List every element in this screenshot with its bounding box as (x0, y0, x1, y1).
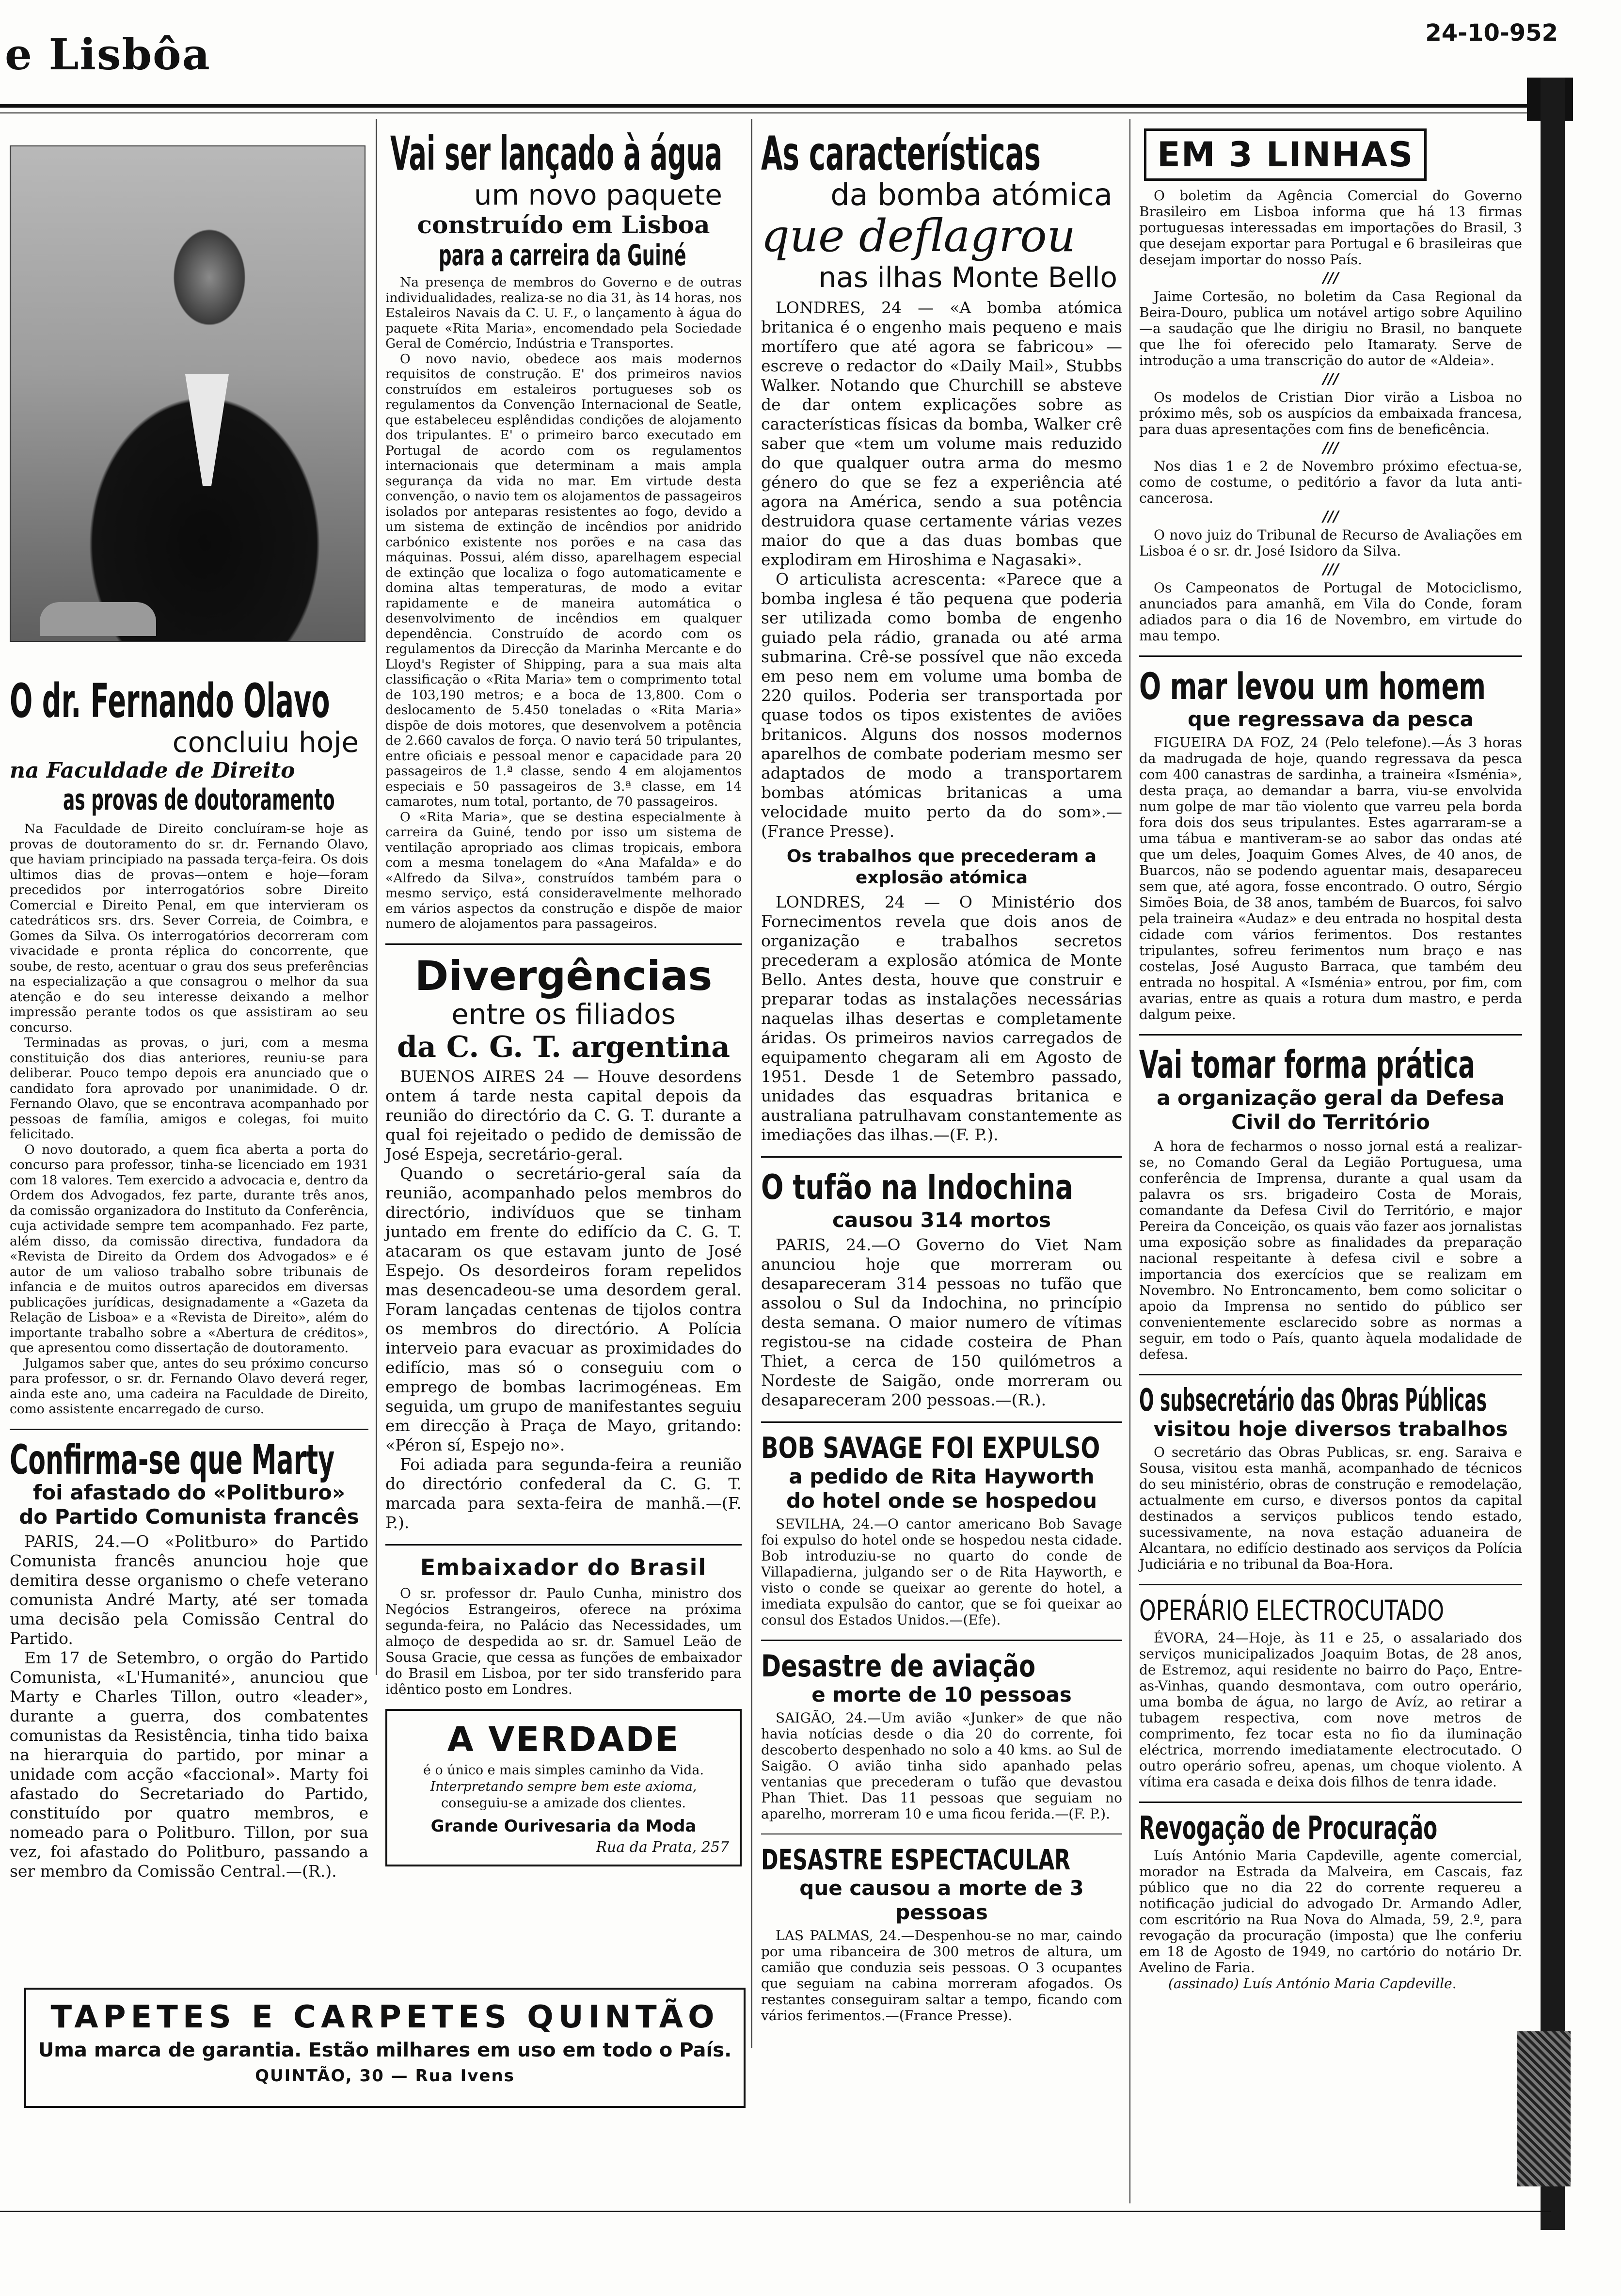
bomba-article-body-2 (761, 893, 1122, 1145)
portrait-photo (10, 145, 366, 642)
portrait-hand (40, 602, 156, 636)
divider (385, 1544, 742, 1546)
divider (761, 1156, 1122, 1158)
em3-item: O boletim da Agência Comercial do Governo Brasileiro em Lisboa informa que há 13 firmas portuguesas interessadas em importações do Brasil, 3 que desejam exportar para Portugal e 6 brasileiras que desejam importar do nosso País. (1139, 188, 1522, 268)
divider (761, 1421, 1122, 1423)
paquete-paragraph: O «Rita Maria», que se destina especialmente à carreira da Guiné, tendo por isso um sistema de ventilação apropriado aos climas tropicais, embora com a mesma tonelagem do «Ana Mafalda» e do «Alfredo da Silva», construídos também para o mesmo serviço, está consideravelmente melhorado em vários aspectos da construção e dispõe de maior numero de alojamentos para passageiros. (385, 809, 742, 931)
olavo-sub3: as provas de doutoramento (63, 783, 335, 817)
divergencias-sub1: entre os filiados (451, 997, 676, 1031)
column-rule-1 (376, 119, 377, 1675)
obras-headline: O subsecretário das Obras Públicas (1139, 1383, 1487, 1419)
embaixador-headline: Embaixador do Brasil (420, 1554, 707, 1580)
marty-sub2: do Partido Comunista francês (19, 1504, 359, 1529)
tufao-article-body (761, 1235, 1122, 1410)
marty-sub1: foi afastado do «Politburo» (33, 1480, 345, 1504)
aviacao-article-body (761, 1710, 1122, 1822)
olavo-paragraph: Terminadas as provas, o juri, com a mesma constituição dos dias anteriores, reuniu-se para deliberar. Pouco tempo depois era anunciado que o candidato fora aprovado por unanimidade. O dr. Fernando Olavo, que se encontrava acompanhado por pessoas de família, amigos e colegas, foi muito felicitado. (10, 1035, 368, 1142)
procuracao-paragraph: Luís António Maria Capdeville, agente comercial, morador na Estrada da Malveira, em Cascais, faz público que no dia 22 do corrente requereu a notificação judicial do advogado Dr. Armando Adler, com escritório na Rua Nova do Almada, 59, 2.º, para revogação da procuração (imposta) que lhe conferiu em 18 de Agosto de 1949, no cartório do notário Dr. Avelino de Faria. (1139, 1848, 1522, 1976)
column-rule-3 (1129, 119, 1130, 2203)
column-4 (1139, 128, 1522, 2203)
embaixador-article-body (385, 1585, 742, 1697)
obras-article-body (1139, 1444, 1522, 1572)
marty-headline: Confirma-se que Marty (10, 1435, 335, 1483)
savage-paragraph: SEVILHA, 24.—O cantor americano Bob Savage foi expulso do hotel onde se hospedou nesta cidade. Bob introduziu-se no quarto do conde de Villapadierna, julgando ser o de Rita Hayworth, e visto o conde se queixar ao gerente do hotel, a imediata expulsão do cantor, que se foi queixar ao consul dos Estados Unidos.—(Efe). (761, 1516, 1122, 1628)
divider (761, 1640, 1122, 1641)
mar-paragraph: FIGUEIRA DA FOZ, 24 (Pelo telefone).—Ás 3 horas da madrugada de hoje, quando regressava da pesca com 400 canastras de sardinha, a traineira «Isménia», desta praça, ao demandar a barra, viu-se envolvida num golpe de mar tão violento que varreu pela borda fora dois dos seus tripulantes. Estes agarraram-se a uma tábua e mantiveram-se ao sabor das ondas até que um deles, Joaquim Gomes Alves, de 40 anos, de Buarcos, não se podendo aguentar mais, desapareceu sem que, até agora, fosse encontrado. O outro, Sérgio Simões Boia, de 38 anos, também de Buarcos, foi salvo pela traineira «Audaz» e deu entrada no hospital desta cidade com vários ferimentos. Dos restantes tripulantes, sofreu ferimentos num braço e nas costelas, José Augusto Barraca, que também deu entrada no hospital. A «Isménia» entrou, por fim, com avarias, entre as quais a rotura dum mastro, e perda dalgum peixe. (1139, 734, 1522, 1022)
olavo-paragraph: Na Faculdade de Direito concluíram-se hoje as provas de doutoramento do sr. dr. Fernando Olavo, que haviam principiado na passada terça-feira. Os dois ultimos dias de provas—ontem e hoje—foram precedidos por interrogatórios sobre Direito Comercial e Direito Penal, em que intervieram os catedráticos srs. drs. Sever Correia, de Coimbra, e Gomes da Silva. Os interrogatórios decorreram com vivacidade e pronta réplica do concorrente, que soube, de resto, acentuar o grau dos seus preferências na especialização a que consagrou o melhor da sua atenção e do seu interesse deixando a melhor impressão perante todos os que assistiram ao seu concurso. (10, 821, 368, 1035)
portrait-shirt (185, 374, 229, 486)
ad-verdade-line: é o único e mais simples caminho da Vida. (423, 1762, 704, 1778)
divergencias-headline: Divergências (414, 952, 713, 1000)
procuracao-signature: (assinado) Luís António Maria Capdeville. (1168, 1976, 1457, 1992)
olavo-headline: O dr. Fernando Olavo (10, 674, 330, 728)
ad-verdade (385, 1709, 742, 1866)
bomba-paragraph: LONDRES, 24 — «A bomba atómica britanica é o engenho mais pequeno e mais mortífero que até agora se fabricou» — escreve o redactor do «Daily Mail», Stubbs Walker. Notando que Churchill se absteve de dar ontem explicações sobre as características físicas da bomba, Walker crê saber que «tem um volume mais reduzido do que qualquer outra arma do mesmo género do que se fez a experiência até agora na América, sendo a sua potência destruidora quase certamente várias vezes maior do que a das duas bombas que explodiram em Hiroshima e Nagasaki». (761, 298, 1122, 569)
mar-headline: O mar levou um homem (1139, 665, 1486, 708)
divider (1139, 1584, 1522, 1585)
defesa-article-body (1139, 1138, 1522, 1362)
obras-sub1: visitou hoje diversos trabalhos (1153, 1417, 1508, 1441)
em3-separator: /// (1322, 508, 1339, 525)
espectacular-sub1: que causou a morte de 3 pessoas (799, 1876, 1084, 1924)
em3-item: Nos dias 1 e 2 de Novembro próximo efectua-se, como de costume, o peditório a favor da luta anti-cancerosa. (1139, 458, 1522, 506)
procuracao-article-body (1139, 1848, 1522, 1992)
bomba-headline: As características (761, 127, 1041, 181)
bomba-subhead: Os trabalhos que precederam a explosão atómica (786, 846, 1097, 888)
divergencias-paragraph: Quando o secretário-geral saía da reunião, acompanhado pelos membros do directório, indivíduos que se tinham juntado em frente do edifício da C. G. T. atacaram os que estavam junto de José Espejo. Os desordeiros foram repelidos mas desencadeou-se uma desordem geral. Foram lançadas centenas de tijolos contra os membros do directório. A Polícia interveio para evacuar as proximidades do edifício, mas só o conseguiu com o emprego de bombas lacrimogéneas. Em seguida, um grupo de manifestantes seguiu em direcção à Praça de Mayo, gritando: «Péron sí, Espejo no». (385, 1164, 742, 1454)
procuracao-headline: Revogação de Procuração (1139, 1809, 1438, 1847)
divider (10, 1429, 368, 1430)
bomba-paragraph: LONDRES, 24 — O Ministério dos Fornecimentos revela que dois anos de organização e trabalhos secretos precederam a explosão atómica de Monte Bello. Antes desta, houve que construir e preparar todas as instalações necessárias naquelas ilhas desertas e completamente áridas. Os primeiros navios carregados de equipamento chegaram ali em Agosto de 1951. Desde 1 de Setembro passado, unidades das esquadras britanica e australiana patrulhavam constantemente as imediações das ilhas.—(F. P.). (761, 893, 1122, 1144)
ad-tapetes (24, 1988, 746, 2108)
marty-paragraph: PARIS, 24.—O «Politburo» do Partido Comunista francês anunciou hoje que demitira desse organismo o chefe veterano comunista André Marty, até ser tomada uma decisão pela Comissão Central do Partido. (10, 1531, 368, 1648)
marty-paragraph: Em 17 de Setembro, o orgão do Partido Comunista, «L'Humanité», anunciou que Marty e Charles Tillon, outro «leader», durante a guerra, dos combatentes comunistas da Resistência, tinha tido baixa na hierarquia do partido, por minar a unidade com acção «faccional». Marty foi afastado do Secretariado do Partido, constituído por quatro membros, e nomeado para o Politburo. Tillon, por sua vez, foi afastado do Politburo, passando a ser membro da Comissão Central.—(R.). (10, 1648, 368, 1881)
divergencias-paragraph: Foi adiada para segunda-feira a reunião do directório confederal da C. G. T. marcada para sexta-feira de manhã.—(F. P.). (385, 1454, 742, 1532)
ad-tapetes-slogan: Uma marca de garantia. Estão milhares em uso em todo o País. (38, 2039, 732, 2061)
savage-sub1: a pedido de Rita Hayworth (789, 1465, 1095, 1488)
savage-sub2: do hotel onde se hospedou (786, 1489, 1097, 1513)
top-rule-thin (0, 112, 1532, 113)
mar-article-body (1139, 734, 1522, 1022)
tufao-headline: O tufão na Indochina (761, 1167, 1073, 1207)
column-rule-2 (751, 119, 752, 2048)
paquete-article-body (385, 275, 742, 932)
ad-tapetes-title: TAPETES E CARPETES QUINTÃO (50, 1999, 719, 2035)
divider (1139, 1034, 1522, 1036)
divider (1139, 655, 1522, 657)
divergencias-article-body (385, 1067, 742, 1532)
em3-item: Jaime Cortesão, no boletim da Casa Regional da Beira-Douro, publica um notável artigo sobre Aquilino—a saudação que lhe dirigiu no Brasil, no banquete que lhe foi oferecido pelo Itamaraty. Serve de introdução a uma transcrição do autor de «Aldeia». (1139, 288, 1522, 368)
espectacular-headline: DESASTRE ESPECTACULAR (761, 1843, 1071, 1876)
marty-article-body (10, 1532, 368, 1881)
electrocutado-paragraph: ÉVORA, 24—Hoje, às 11 e 25, o assalariado dos serviços municipalizados Joaquim Botas, de 28 anos, de Estremoz, aqui residente no bairro do Paço, Entre-as-Vinhas, quando desmontava, com outro operário, uma bomba de água, no largo de Avíz, ao retirar a tubagem respectiva, com nove metros de comprimento, fez tocar esta no fio da iluminação eléctrica, morrendo imediatamente electrocutado. O outro operário sofreu, apenas, um choque violento. A vítima era casada e deixa dois filhos de tenra idade. (1139, 1630, 1522, 1790)
em3-banner (1144, 128, 1522, 181)
top-rule (0, 104, 1532, 108)
ad-tapetes-address: QUINTÃO, 30 — Rua Ivens (255, 2066, 515, 2086)
aviacao-sub1: e morte de 10 pessoas (811, 1683, 1072, 1706)
em3-title: EM 3 LINHAS (1144, 128, 1427, 181)
ad-verdade-line: Interpretando sempre bem este axioma, (430, 1779, 697, 1794)
bomba-sub1: da bomba atómica (830, 177, 1112, 212)
paquete-paragraph: O novo navio, obedece aos mais modernos requisitos de construção. E' dos primeiros navios construídos em estaleiros portugueses sob os regulamentos da Convenção Internacional de Seatle, que estabeleceu esplêndidas condições de alojamento dos tripulantes. E' o primeiro barco executado em Portugal de acordo com os regulamentos internacionais que determinam a mais ampla segurança da vida no mar. Em virtude desta convenção, o navio tem os alojamentos de passageiros isolados por anteparas resistentes ao fogo, devido a um sistema de extinção de incêndios por anidrido carbónico existente nos porões e na casa das máquinas. Possui, além disso, aparelhagem especial de extinção que localiza o fogo automaticamente e domina altas temperaturas, de modo a evitar rapidamente e de maneira automática o desenvolvimento de incêndios em qualquer dependência. Construído de acordo com os regulamentos da Direcção da Marinha Mercante e do Lloyd's Register of Shipping, para a sua mais alta classificação o «Rita Maria» tem o comprimento total de 103,190 metros; e a boca de 13,800. Com o deslocamento de 5.450 toneladas o «Rita Maria» dispõe de dois motores, que desenvolvem a potência de 2.660 cavalos de força. O navio terá 50 tripulantes, entre oficiais e pessoal menor e capacidade para 20 passageiros de 1.ª classe, sendo 4 em alojamentos especiais e 50 passageiros de 3.ª classe, em 14 camarotes, num total, portanto, de 70 passageiros. (385, 351, 742, 809)
masthead: e Lisbôa (5, 29, 211, 80)
bottom-rule (0, 2211, 1551, 2212)
em3-separator: /// (1322, 439, 1339, 456)
divider (1139, 1802, 1522, 1803)
aviacao-headline: Desastre de aviação (761, 1648, 1036, 1684)
defesa-headline: Vai tomar forma prática (1139, 1043, 1475, 1087)
divider (385, 943, 742, 945)
ad-verdade-shop: Grande Ourivesaria da Moda (430, 1816, 697, 1836)
bomba-sub3: nas ilhas Monte Bello (818, 261, 1117, 294)
column-2 (385, 127, 742, 1856)
paquete-headline: Vai ser lançado à água (390, 127, 723, 181)
em3-separator: /// (1322, 370, 1339, 387)
bomba-paragraph: O articulista acrescenta: «Parece que a bomba inglesa é tão pequena que poderia ser utilizada como bomba de engenho guiado pela rádio, granada ou até arma submarina. Crê-se possível que não exceda em peso nem em volume uma bomba de 220 quilos. Poderia ser transportada por quase todos os tipos existentes de aviões britanicos. Alguns dos nossos modernos aparelhos de combate poderiam mesmo ser adaptados de modo a transportarem bombas atómicas britanicas a uma velocidade muito perto da do som».—(France Presse). (761, 570, 1122, 841)
olavo-article-body (10, 821, 368, 1417)
tufao-paragraph: PARIS, 24.—O Governo do Viet Nam anunciou hoje que morreram ou desapareceram 314 pessoas no tufão que assolou o Sul da Indochina, no princípio desta semana. O maior numero de vítimas registou-se na cidade costeira de Phan Thiet, a cerca de 150 quilómetros a Nordeste de Saigão, onde morreram ou desapareceram 200 pessoas.—(R.). (761, 1235, 1122, 1409)
olavo-paragraph: O novo doutorado, a quem fica aberta a porta do concurso para professor, tinha-se licenciado em 1931 com 18 valores. Tem exercido a advocacia e, dentro da Ordem dos Advogados, fez parte, durante três anos, da comissão organizadora do Instituto da Conferência, cuja actividade sempre tem acompanhado. Fez parte, além disso, da comissão directiva, fundadora da «Revista de Direito da Ordem dos Advogados» e é autor de um valioso trabalho sobre tribunais de infancia e de muitos outros aparecidos em diversas publicações jurídicas, designadamente a «Gazeta da Relação de Lisboa» e a «Revista de Direito», além do importante trabalho sobre a «Abertura de créditos», que apresentou como dissertação de doutoramento. (10, 1142, 368, 1355)
olavo-sub2: na Faculdade de Direito (10, 758, 295, 783)
paquete-sub2: construído em Lisboa (417, 210, 710, 239)
espectacular-paragraph: LAS PALMAS, 24.—Despenhou-se no mar, caindo por uma ribanceira de 300 metros de altura, um camião que conduzia seis pessoas. O 3 ocupantes que seguiam na cabina morreram afogados. Os restantes conseguiram saltar a tempo, ficando com vários ferimentos.—(France Presse). (761, 1928, 1122, 2024)
em3-item: Os modelos de Cristian Dior virão a Lisboa no próximo mês, sob os auspícios da embaixada francesa, para duas apresentações com fins de beneficência. (1139, 389, 1522, 437)
em3-list (1139, 188, 1522, 644)
bomba-sub2: que deflagrou (761, 210, 1076, 262)
aviacao-paragraph: SAIGÃO, 24.—Um avião «Junker» de que não havia notícias desde o dia 20 do corrente, foi descoberto despenhado no solo a 40 kms. ao Sul de Saigão. O avião tinha sido apanhado pelas ventanias que precederam o tufão que devastou Phan Thiet. Das 11 pessoas que seguiam no aparelho, morreram 10 e uma ficou ferida.—(F. P.). (761, 1710, 1122, 1822)
defesa-sub1: a organização geral da Defesa (1157, 1086, 1505, 1110)
divergencias-sub2: da C. G. T. argentina (397, 1030, 730, 1064)
defesa-paragraph: A hora de fecharmos o nosso jornal está a realizar-se, no Comando Geral da Legião Portuguesa, uma conferência de Imprensa, durante a qual usam da palavra os srs. brigadeiro Costa de Morais, comandante da Defesa Civil do Território, e major Pereira da Conceição, os quais vão fazer aos jornalistas uma exposição sobre as finalidades da preparação nacional respeitante à defesa civil e sobre a importancia dos exercícios que se realizam em Novembro. No Entroncamento, bem como solicitar o apoio da Imprensa no sentido do público ser convenientemente esclarecido sobre as normas a seguir, em todo o País, quanto àquela modalidade de defesa. (1139, 1138, 1522, 1362)
mar-sub1: que regressava da pesca (1187, 707, 1474, 731)
tufao-sub1: causou 314 mortos (832, 1208, 1051, 1232)
electrocutado-headline: OPERÁRIO ELECTROCUTADO (1139, 1594, 1445, 1627)
savage-article-body (761, 1516, 1122, 1628)
column-3 (761, 128, 1122, 2203)
divider (1139, 1374, 1522, 1375)
savage-headline: BOB SAVAGE FOI EXPULSO (761, 1431, 1100, 1465)
ad-verdade-line: conseguiu-se a amizade dos clientes. (441, 1795, 686, 1811)
page-date: 24-10-952 (1425, 19, 1558, 47)
electrocutado-article-body (1139, 1630, 1522, 1790)
espectacular-article-body (761, 1928, 1122, 2024)
scan-edge-bar (1541, 78, 1565, 2230)
obras-paragraph: O secretário das Obras Publicas, sr. eng. Saraiva e Sousa, visitou esta manhã, acompanhado de técnicos do seu ministério, obras de construção e remodelação, actualmente em curso, e diversos pontos da capital destinados a serviços publicos tendo estado, sucessivamente, na nova estação aduaneira de Alcantara, no edifício destinado aos serviços da Polícia Judiciária e no tribunal da Boa-Hora. (1139, 1444, 1522, 1572)
bomba-article-body (761, 298, 1122, 841)
ad-verdade-title: A VERDADE (447, 1719, 680, 1759)
paquete-paragraph: Na presença de membros do Governo e de outras individualidades, realiza-se no dia 31, às 14 horas, nos Estaleiros Navais da C. U. F., o lançamento à água do paquete «Rita Maria», encomendado pela Sociedade Geral de Comércio, Indústria e Transportes. (385, 275, 742, 351)
em3-item: Os Campeonatos de Portugal de Motociclismo, anunciados para amanhã, em Vila do Conde, foram adiados para o dia 16 de Novembro, em virtude do mau tempo. (1139, 580, 1522, 644)
em3-item: O novo juiz do Tribunal de Recurso de Avaliações em Lisboa é o sr. dr. José Isidoro da Silva. (1139, 527, 1522, 559)
em3-separator: /// (1322, 561, 1339, 578)
em3-separator: /// (1322, 270, 1339, 287)
paquete-sub1: um novo paquete (474, 178, 722, 211)
olavo-sub1: concluiu hoje (172, 726, 359, 759)
defesa-sub2: Civil do Território (1231, 1110, 1430, 1134)
ad-verdade-address: Rua da Prata, 257 (596, 1838, 729, 1856)
column-1 (10, 145, 368, 1881)
edge-mark-bottom (1517, 2031, 1571, 2186)
embaixador-paragraph: O sr. professor dr. Paulo Cunha, ministro dos Negócios Estrangeiros, oferece na próxima segunda-feira, no Palácio das Necessidades, um almoço de despedida ao sr. dr. Samuel Leão de Sousa Gracie, que cessa as funções de embaixador do Brasil em Lisboa, por ter sido transferido para idêntico posto em Londres. (385, 1585, 742, 1697)
paquete-sub3: para a carreira da Guiné (439, 239, 686, 272)
divergencias-paragraph: BUENOS AIRES 24 — Houve desordens ontem á tarde nesta capital depois da reunião do directório da C. G. T. durante a qual foi rejeitado o pedido de demissão de José Espeja, secretário-geral. (385, 1067, 742, 1164)
olavo-paragraph: Julgamos saber que, antes do seu próximo concurso para professor, o sr. dr. Fernando Olavo deverá reger, ainda este ano, uma cadeira na Faculdade de Direito, como assistente encarregado de curso. (10, 1355, 368, 1417)
